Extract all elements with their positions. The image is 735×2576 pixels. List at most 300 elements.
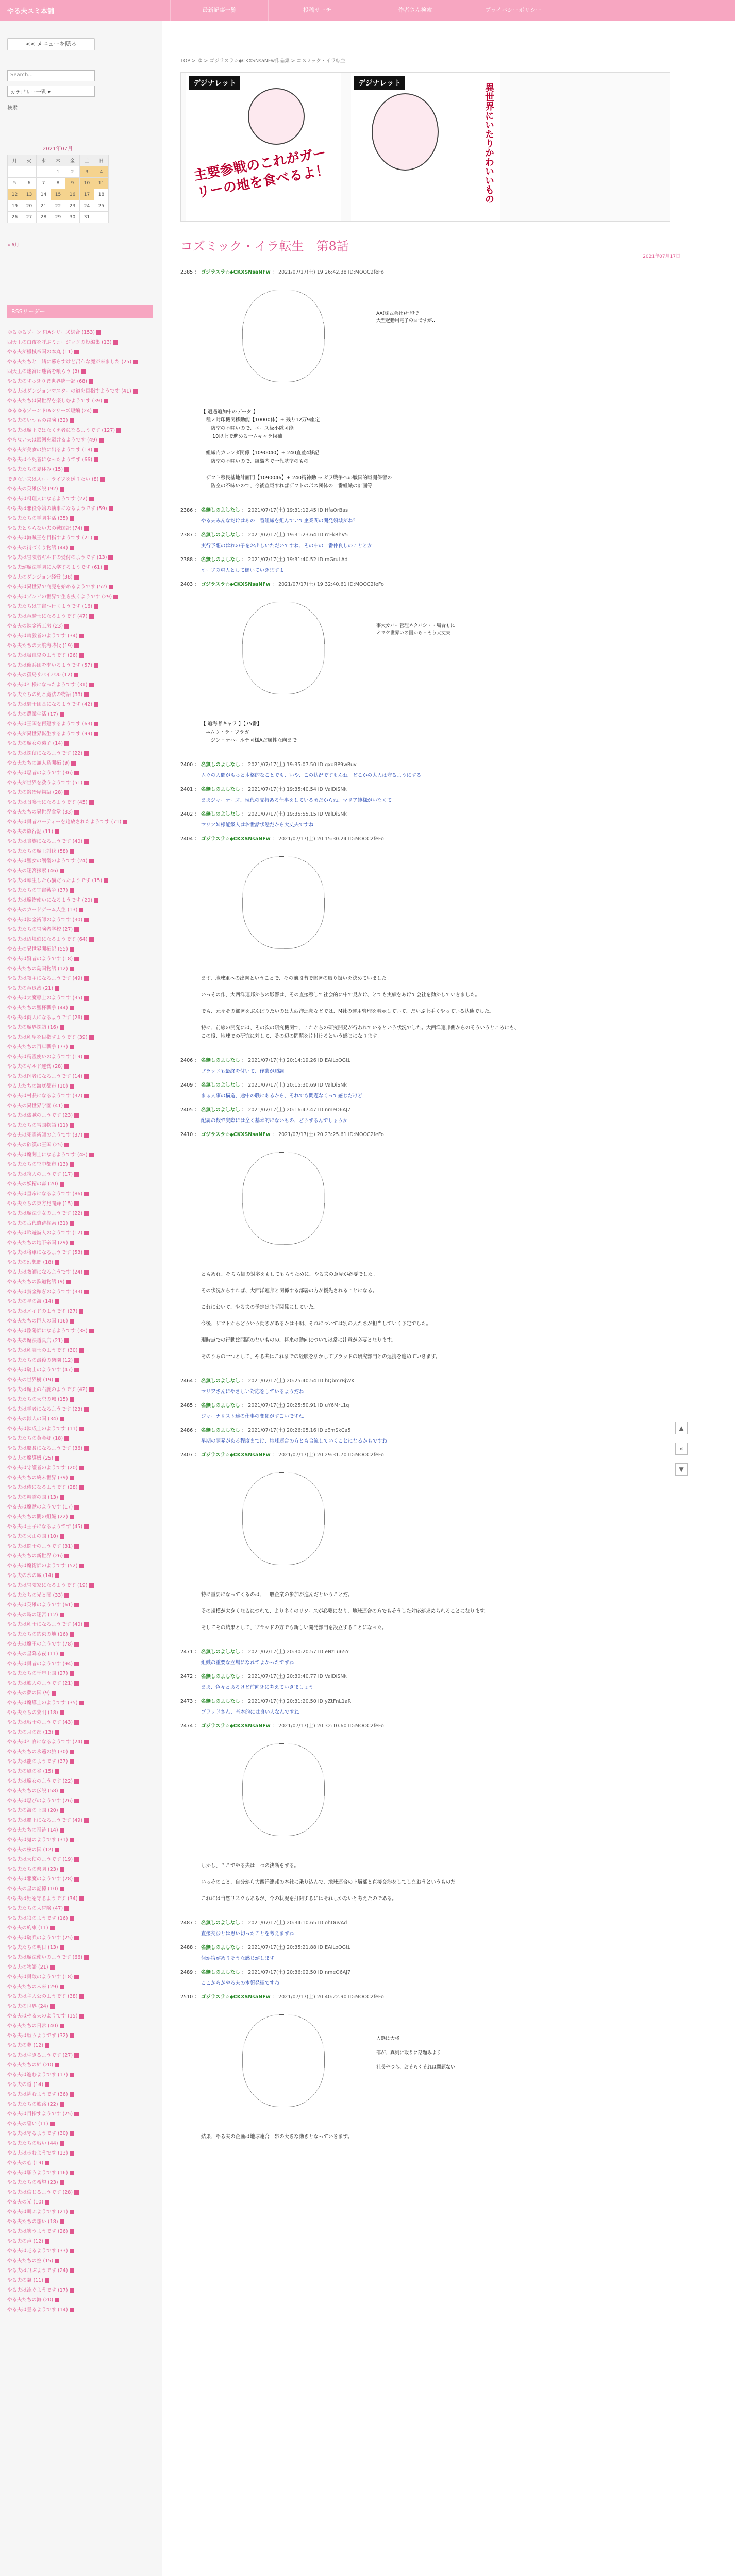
rss-item[interactable] <box>7 1179 153 1189</box>
rss-new-icon <box>79 1309 83 1314</box>
rss-item[interactable] <box>7 2305 153 2315</box>
post-number[interactable]: 2386 <box>180 507 193 513</box>
rss-item[interactable] <box>7 347 153 357</box>
rss-item-label: やる夫の英雄伝説 (92) <box>7 486 58 492</box>
rss-item[interactable] <box>7 837 153 846</box>
rss-item[interactable] <box>7 1894 153 1904</box>
post-number[interactable]: 2472 <box>180 1674 193 1680</box>
rss-item[interactable] <box>7 768 153 778</box>
rss-item[interactable] <box>7 1346 153 1355</box>
rss-item[interactable] <box>7 651 153 660</box>
rss-item[interactable] <box>7 1424 153 1434</box>
rss-item[interactable] <box>7 719 153 729</box>
rss-item[interactable] <box>7 1003 153 1013</box>
rss-item[interactable] <box>7 1512 153 1522</box>
rss-item-label: やる夫は大魔導士のようです (35) <box>7 995 83 1001</box>
calendar-cell[interactable]: 10 <box>80 178 94 189</box>
rss-item[interactable] <box>7 944 153 954</box>
calendar-cell[interactable]: 3 <box>80 166 94 178</box>
rss-item[interactable] <box>7 1042 153 1052</box>
rss-item[interactable] <box>7 1639 153 1649</box>
rss-item[interactable] <box>7 709 153 719</box>
post-number[interactable]: 2402 <box>180 811 193 817</box>
rss-item[interactable] <box>7 572 153 582</box>
rss-item[interactable] <box>7 1121 153 1130</box>
calendar-cell[interactable]: 13 <box>22 189 37 200</box>
rss-item[interactable] <box>7 1209 153 1218</box>
rss-item-label: やる夫は料理人になるようです (27) <box>7 496 88 502</box>
rss-item[interactable] <box>7 494 153 504</box>
rss-item[interactable] <box>7 386 153 396</box>
rss-item[interactable] <box>7 328 153 337</box>
rss-item[interactable] <box>7 445 153 455</box>
rss-item[interactable] <box>7 749 153 758</box>
rss-item[interactable] <box>7 523 153 533</box>
post-number[interactable]: 2401 <box>180 787 193 792</box>
breadcrumb[interactable]: TOP > ゆ > ゴジラスラ☆◆CKXSNsaNFw作品集 > コスミック・イラ転生 <box>180 58 346 64</box>
rss-item[interactable] <box>7 1884 153 1894</box>
post-number[interactable]: 2487 <box>180 1920 193 1926</box>
rss-item[interactable] <box>7 690 153 700</box>
rss-item[interactable] <box>7 964 153 974</box>
rss-item[interactable] <box>7 827 153 837</box>
rss-item[interactable] <box>7 2276 153 2285</box>
post-meta: 2021/07/17(土) 20:34:10.65 ID:ohDuvAd <box>248 1920 347 1926</box>
rss-item[interactable] <box>7 2119 153 2129</box>
rss-item[interactable] <box>7 2002 153 2011</box>
rss-item[interactable] <box>7 1493 153 1502</box>
site-title[interactable]: やる夫スミ本舗 <box>7 8 55 15</box>
rss-item[interactable] <box>7 1708 153 1718</box>
rss-item[interactable] <box>7 1081 153 1091</box>
rss-item[interactable] <box>7 2090 153 2099</box>
rss-item[interactable] <box>7 1355 153 1365</box>
rss-item[interactable] <box>7 367 153 377</box>
rss-item-label: やる夫たちの黎明 (18) <box>7 1710 58 1716</box>
rss-item[interactable] <box>7 1972 153 1982</box>
rss-item[interactable] <box>7 1316 153 1326</box>
rss-item[interactable] <box>7 1502 153 1512</box>
rss-item[interactable] <box>7 1933 153 1943</box>
rss-item[interactable] <box>7 1669 153 1679</box>
rss-item[interactable] <box>7 1865 153 1874</box>
calendar-cell[interactable]: 9 <box>65 178 80 189</box>
rss-item[interactable] <box>7 592 153 602</box>
rss-item[interactable] <box>7 866 153 876</box>
rss-item[interactable] <box>7 1258 153 1267</box>
rss-item[interactable] <box>7 886 153 895</box>
rss-item[interactable] <box>7 2139 153 2148</box>
calendar-cell <box>37 166 51 178</box>
rss-item[interactable] <box>7 660 153 670</box>
rss-item[interactable] <box>7 2099 153 2109</box>
post-body: 【 遭遇追加中のデータ 】 種ノ封印機関移動能【10000体】+ 残り12万9座定 防空の不味いので、エース級小隊可能 10以上で進める一ムキャラ候補 組織内カレンダ関係【1090040】+ 240直並4移記 防空の不味いので、組織内で一代基準のもの ザフト移民基地計画門【1090046】+ 240精神動 → ガラ戦争への戦国的戦闘保留の 防空の不味いので、今後宣戦すればザフトのボス団体の一番組織の計画等 <box>201 409 392 489</box>
rss-item[interactable] <box>7 1287 153 1297</box>
rss-item-label: やる夫は鬼のようです (31) <box>7 1837 68 1843</box>
rss-item[interactable] <box>7 2256 153 2266</box>
rss-item[interactable] <box>7 1473 153 1483</box>
rss-item[interactable] <box>7 2295 153 2305</box>
rss-item-label: やる夫のダンジョン経営 (38) <box>7 574 73 580</box>
rss-item[interactable] <box>7 2178 153 2188</box>
calendar-cell[interactable]: 4 <box>94 166 109 178</box>
rss-item[interactable] <box>7 1737 153 1747</box>
rss-item[interactable] <box>7 1395 153 1404</box>
rss-item[interactable] <box>7 1130 153 1140</box>
rss-item[interactable] <box>7 1600 153 1610</box>
rss-item[interactable] <box>7 1825 153 1835</box>
ascii-art-illustration <box>211 1462 366 1586</box>
rss-new-icon <box>84 1446 89 1451</box>
post-body: 直接交渉とは思い切ったことを考えますね <box>201 1931 294 1937</box>
rss-item[interactable] <box>7 1336 153 1346</box>
rss-item[interactable] <box>7 1267 153 1277</box>
rss-item[interactable] <box>7 993 153 1003</box>
rss-new-icon <box>64 1338 69 1343</box>
post-meta: 2021/07/17(土) 20:30:20.57 ID:eNzLu65Y <box>248 1649 349 1655</box>
rss-item[interactable] <box>7 474 153 484</box>
rss-item[interactable] <box>7 1199 153 1209</box>
calendar-day: 月 <box>8 155 22 166</box>
rss-item[interactable] <box>7 1111 153 1121</box>
rss-item[interactable] <box>7 1610 153 1620</box>
rss-item[interactable] <box>7 426 153 435</box>
post-number[interactable]: 2474 <box>180 1723 193 1729</box>
rss-item[interactable] <box>7 1522 153 1532</box>
rss-new-icon <box>84 1270 89 1275</box>
rss-item[interactable] <box>7 1855 153 1865</box>
rss-new-icon <box>55 1730 59 1735</box>
rss-item[interactable] <box>7 1189 153 1199</box>
category-search-button[interactable]: 検索 <box>7 105 18 111</box>
post-number[interactable]: 2406 <box>180 1058 193 1063</box>
nav-author-search[interactable]: 作者さん検索 <box>366 0 464 21</box>
calendar-cell[interactable]: 15 <box>51 189 65 200</box>
post-number[interactable]: 2471 <box>180 1649 193 1655</box>
rss-item[interactable] <box>7 1796 153 1806</box>
post-number[interactable]: 2400 <box>180 762 193 768</box>
rss-item[interactable] <box>7 2109 153 2119</box>
rss-item[interactable] <box>7 1571 153 1581</box>
rss-item[interactable] <box>7 2285 153 2295</box>
rss-item[interactable] <box>7 1767 153 1776</box>
rss-item[interactable] <box>7 1463 153 1473</box>
rss-item[interactable] <box>7 2050 153 2060</box>
post-body: マリアさんにやさしい対応をしているようだね <box>201 1389 304 1395</box>
rss-item[interactable] <box>7 1170 153 1179</box>
rss-item[interactable] <box>7 778 153 788</box>
rss-item[interactable] <box>7 1032 153 1042</box>
rss-item-label: やる夫の迷宮探索 (46) <box>7 868 58 874</box>
rss-item[interactable] <box>7 1160 153 1170</box>
post-number[interactable]: 2403 <box>180 582 193 587</box>
rss-new-icon <box>100 477 105 482</box>
rss-item[interactable] <box>7 406 153 416</box>
post-number[interactable]: 2488 <box>180 1945 193 1951</box>
rss-item[interactable] <box>7 1806 153 1816</box>
post-number[interactable]: 2388 <box>180 557 193 563</box>
post-number[interactable]: 2485 <box>180 1403 193 1409</box>
rss-item[interactable] <box>7 1248 153 1258</box>
rss-item[interactable] <box>7 925 153 935</box>
rss-item[interactable] <box>7 1581 153 1590</box>
rss-item[interactable] <box>7 2266 153 2276</box>
banner-ad[interactable] <box>180 72 670 222</box>
rss-item[interactable] <box>7 1228 153 1238</box>
post-header: 2403 ： ゴジラスラ☆◆CKXSNsaNFw ： 2021/07/17(土) 19:32:40.61 ID:MOOC2feFo <box>180 582 384 587</box>
rss-item[interactable] <box>7 2011 153 2021</box>
post-number[interactable]: 2405 <box>180 1107 193 1113</box>
rss-item[interactable] <box>7 817 153 827</box>
rss-item[interactable] <box>7 1434 153 1444</box>
rss-item[interactable] <box>7 416 153 426</box>
calendar-prev-link[interactable]: « 6月 <box>7 243 20 248</box>
rss-item[interactable] <box>7 1620 153 1630</box>
rss-item[interactable] <box>7 1757 153 1767</box>
rss-item[interactable] <box>7 514 153 523</box>
rss-item[interactable] <box>7 974 153 984</box>
rss-item[interactable] <box>7 1590 153 1600</box>
rss-item[interactable] <box>7 915 153 925</box>
rss-item[interactable] <box>7 1277 153 1287</box>
category-select[interactable]: カテゴリー一覧 ▾ <box>7 86 95 97</box>
nav-search[interactable]: 投稿サーチ <box>268 0 366 21</box>
rss-item[interactable] <box>7 2129 153 2139</box>
rss-item[interactable] <box>7 1091 153 1101</box>
rss-item[interactable] <box>7 739 153 749</box>
rss-item[interactable] <box>7 788 153 798</box>
rss-item[interactable] <box>7 2217 153 2227</box>
rss-item[interactable] <box>7 1688 153 1698</box>
rss-item[interactable] <box>7 1786 153 1796</box>
top-nav <box>170 0 562 21</box>
rss-item[interactable] <box>7 1218 153 1228</box>
post-number[interactable]: 2409 <box>180 1082 193 1088</box>
post-number[interactable]: 2464 <box>180 1378 193 1384</box>
rss-item[interactable] <box>7 553 153 563</box>
rss-item[interactable] <box>7 1904 153 1913</box>
rss-item[interactable] <box>7 631 153 641</box>
rss-new-icon <box>64 467 69 472</box>
rss-item[interactable] <box>7 1052 153 1062</box>
rss-item[interactable] <box>7 846 153 856</box>
rss-item[interactable] <box>7 1072 153 1081</box>
rss-item-label: やる夫たちの天空の城 (15) <box>7 1397 68 1402</box>
rss-item[interactable] <box>7 1561 153 1571</box>
rss-item[interactable] <box>7 670 153 680</box>
rss-item[interactable] <box>7 484 153 494</box>
rss-item[interactable] <box>7 563 153 572</box>
rss-item[interactable] <box>7 1923 153 1933</box>
banner-panel-right[interactable] <box>351 73 500 222</box>
rss-item-label: やる夫はやる夫のようです (15) <box>7 2013 78 2019</box>
calendar-day: 土 <box>80 155 94 166</box>
rss-item[interactable] <box>7 1679 153 1688</box>
rss-item-label: やる夫の幻想郷 (18) <box>7 1260 54 1265</box>
rss-item[interactable] <box>7 1913 153 1923</box>
rss-item[interactable] <box>7 1776 153 1786</box>
rss-item[interactable] <box>7 357 153 367</box>
rss-item[interactable] <box>7 612 153 621</box>
rss-item[interactable] <box>7 1414 153 1424</box>
rss-new-icon <box>84 692 89 697</box>
rss-item[interactable] <box>7 1943 153 1953</box>
rss-item[interactable] <box>7 2070 153 2080</box>
rss-item[interactable] <box>7 1551 153 1561</box>
calendar-cell: 29 <box>51 212 65 223</box>
rss-new-icon <box>70 546 74 550</box>
rss-item[interactable] <box>7 533 153 543</box>
rss-item[interactable] <box>7 2197 153 2207</box>
rss-item[interactable] <box>7 1013 153 1023</box>
rss-item[interactable] <box>7 700 153 709</box>
rss-item[interactable] <box>7 1649 153 1659</box>
nav-latest[interactable]: 最新記事一覧 <box>170 0 268 21</box>
rss-item[interactable] <box>7 2021 153 2031</box>
scroll-top-icon[interactable]: ▲ <box>675 1422 688 1434</box>
rss-item[interactable] <box>7 807 153 817</box>
rss-item[interactable] <box>7 455 153 465</box>
rss-item[interactable] <box>7 1385 153 1395</box>
rss-item[interactable] <box>7 856 153 866</box>
rss-item[interactable] <box>7 1453 153 1463</box>
rss-item[interactable] <box>7 1483 153 1493</box>
rss-item[interactable] <box>7 2236 153 2246</box>
rss-item[interactable] <box>7 935 153 944</box>
rss-item[interactable] <box>7 1992 153 2002</box>
post-number[interactable]: 2410 <box>180 1132 193 1138</box>
rss-item[interactable] <box>7 1150 153 1160</box>
rss-item[interactable] <box>7 876 153 886</box>
rss-item[interactable] <box>7 1698 153 1708</box>
rss-item-label: やる夫たちの異世界食堂 (33) <box>7 809 73 815</box>
rss-item[interactable] <box>7 2168 153 2178</box>
rss-item[interactable] <box>7 337 153 347</box>
rss-item[interactable] <box>7 582 153 592</box>
calendar-day: 日 <box>94 155 109 166</box>
rss-item[interactable] <box>7 758 153 768</box>
rss-item[interactable] <box>7 680 153 690</box>
rss-item[interactable] <box>7 984 153 993</box>
rss-item[interactable] <box>7 1727 153 1737</box>
rss-item[interactable] <box>7 1326 153 1336</box>
rss-item[interactable] <box>7 1747 153 1757</box>
rss-item[interactable] <box>7 1816 153 1825</box>
rss-item[interactable] <box>7 1953 153 1962</box>
search-input[interactable]: Search... <box>7 70 95 81</box>
rss-new-icon <box>60 1710 64 1715</box>
post-number[interactable]: 2404 <box>180 836 193 842</box>
rss-item[interactable] <box>7 905 153 915</box>
rss-item[interactable] <box>7 1062 153 1072</box>
rss-new-icon <box>64 1143 69 1147</box>
rss-item[interactable] <box>7 1238 153 1248</box>
rss-item[interactable] <box>7 1718 153 1727</box>
double-chevron-icon[interactable]: « <box>675 1443 688 1455</box>
post-meta: 2021/07/17(土) 20:26:05.16 ID:zEmSkCa5 <box>248 1428 351 1433</box>
rss-item[interactable] <box>7 1297 153 1307</box>
rss-item-label: やる夫は転生したら猫だったようです (15) <box>7 878 103 884</box>
rss-item-label: やる夫は英雄のようです (61) <box>7 1602 73 1608</box>
post-number[interactable]: 2510 <box>180 1994 193 2000</box>
post-number[interactable]: 2387 <box>180 532 193 538</box>
rss-item[interactable] <box>7 2080 153 2090</box>
rss-item[interactable] <box>7 2246 153 2256</box>
post-number[interactable]: 2385 <box>180 269 193 275</box>
rss-item[interactable] <box>7 1659 153 1669</box>
rss-item-label: やる夫たちの海 (20) <box>7 2297 54 2303</box>
rss-item[interactable] <box>7 1874 153 1884</box>
rss-item[interactable] <box>7 2158 153 2168</box>
rss-item[interactable] <box>7 641 153 651</box>
nav-privacy[interactable]: プライバシーポリシー <box>464 0 562 21</box>
rss-item[interactable] <box>7 1845 153 1855</box>
rss-item[interactable] <box>7 2188 153 2197</box>
calendar-cell[interactable]: 16 <box>65 189 80 200</box>
post-number[interactable]: 2489 <box>180 1970 193 1975</box>
post-number[interactable]: 2407 <box>180 1452 193 1458</box>
scroll-bottom-icon[interactable]: ▼ <box>675 1463 688 1476</box>
rss-item[interactable] <box>7 377 153 386</box>
rss-item[interactable] <box>7 1835 153 1845</box>
rss-item[interactable] <box>7 895 153 905</box>
rss-item[interactable] <box>7 2031 153 2041</box>
rss-item[interactable] <box>7 798 153 807</box>
rss-item[interactable] <box>7 1962 153 1972</box>
rss-item[interactable] <box>7 1541 153 1551</box>
rss-item[interactable] <box>7 465 153 474</box>
rss-item[interactable] <box>7 1404 153 1414</box>
rss-item[interactable] <box>7 396 153 406</box>
rss-item[interactable] <box>7 435 153 445</box>
rss-item[interactable] <box>7 1630 153 1639</box>
rss-item[interactable] <box>7 1140 153 1150</box>
rss-item[interactable] <box>7 1444 153 1453</box>
rss-item[interactable] <box>7 2041 153 2050</box>
rss-item[interactable] <box>7 504 153 514</box>
rss-item[interactable] <box>7 543 153 553</box>
calendar-cell: 22 <box>51 200 65 212</box>
rss-item[interactable] <box>7 1532 153 1541</box>
calendar-cell[interactable]: 12 <box>8 189 22 200</box>
rss-item[interactable] <box>7 1101 153 1111</box>
rss-item[interactable] <box>7 2227 153 2236</box>
rss-item[interactable] <box>7 602 153 612</box>
rss-item[interactable] <box>7 1365 153 1375</box>
calendar-cell[interactable]: 11 <box>94 178 109 189</box>
rss-item[interactable] <box>7 729 153 739</box>
rss-item[interactable] <box>7 1982 153 1992</box>
rss-item[interactable] <box>7 621 153 631</box>
rss-item-label: やる夫は皇帝になるようです (86) <box>7 1191 83 1197</box>
ascii-art-illustration <box>211 2004 366 2128</box>
banner-panel-left[interactable] <box>186 73 341 222</box>
rss-item[interactable] <box>7 1375 153 1385</box>
post-number[interactable]: 2473 <box>180 1699 193 1704</box>
rss-item[interactable] <box>7 1023 153 1032</box>
rss-item[interactable] <box>7 2207 153 2217</box>
rss-item[interactable] <box>7 954 153 964</box>
post-number[interactable]: 2486 <box>180 1428 193 1433</box>
rss-item-label: やる夫は領主になるようです (49) <box>7 976 83 981</box>
rss-new-icon <box>70 516 74 521</box>
rss-item[interactable] <box>7 2060 153 2070</box>
rss-item-label: やる夫は旅人のようです (21) <box>7 1681 73 1686</box>
rss-item[interactable] <box>7 2148 153 2158</box>
calendar-cell[interactable]: 17 <box>80 189 94 200</box>
hide-menu-button[interactable]: << メニューを隠る <box>7 38 95 50</box>
rss-item[interactable] <box>7 1307 153 1316</box>
